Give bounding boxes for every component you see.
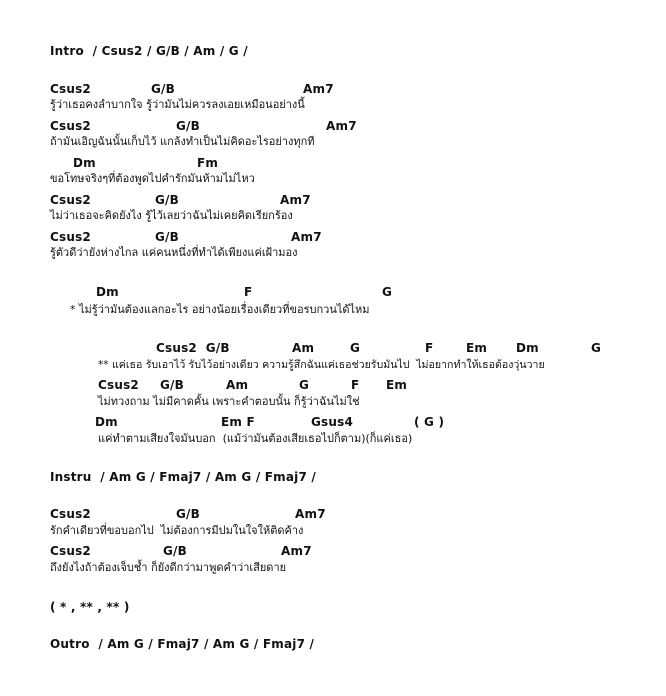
chord: G — [591, 341, 602, 355]
lyric-line: รักคำเดียวที่ขอบอกไป ไม่ต้องการมีปมในใจให้ติดค้าง — [50, 524, 304, 537]
chord: Am — [292, 341, 315, 355]
chord: Em F — [221, 415, 255, 429]
chord: Am7 — [326, 119, 357, 133]
chord: Em — [386, 378, 408, 392]
chord: G — [382, 285, 393, 299]
chord: G — [299, 378, 310, 392]
lyric-line: ไม่ว่าเธอจะคิดยังไง รู้ไว้เลยว่าฉันไม่เคยคิดเรียกร้อง — [50, 209, 293, 222]
chord: Gsus4 — [311, 415, 354, 429]
chord: G/B — [151, 82, 175, 96]
chord: Csus2 — [50, 193, 91, 207]
chord: Csus2 — [98, 378, 139, 392]
chord: F — [244, 285, 253, 299]
lyric-line: ถึงยังไงถ้าต้องเจ็บช้ำ ก็ยังดีกว่ามาพูดคำว่าเสียดาย — [50, 561, 287, 574]
chord: Am7 — [280, 193, 311, 207]
chord: Csus2 — [50, 230, 91, 244]
chord: Csus2 G/B — [156, 341, 230, 355]
chord: G/B — [163, 544, 187, 558]
chord: G/B — [155, 193, 179, 207]
lyric-line: ถ้ามันเอิญฉันนั้นเก็บไว้ แกล้งทำเป็นไม่คิดอะไรอย่างทุกที — [50, 135, 315, 148]
chord: Dm — [516, 341, 539, 355]
repeat-marker: ( * , ** , ** ) — [50, 600, 130, 614]
chord: Csus2 — [50, 507, 91, 521]
lyric-line: ขอโทษจริงๆที่ต้องพูดไปคำรักมันห้ามไม่ไหว — [50, 172, 255, 185]
lyric-line: ไม่ทวงถาม ไม่มีคาดคั้น เพราะคำตอบนั้น ก็รู้ว่าฉันไม่ใช่ — [98, 395, 360, 408]
chord: Dm — [96, 285, 119, 299]
chord: Dm — [73, 156, 96, 170]
outro-line: Outro / Am G / Fmaj7 / Am G / Fmaj7 / — [50, 637, 315, 651]
chord: G/B — [176, 507, 200, 521]
chord: G/B — [176, 119, 200, 133]
chord: G — [350, 341, 361, 355]
chord: Csus2 — [50, 544, 91, 558]
chord: ( G ) — [414, 415, 445, 429]
intro-line: Intro / Csus2 / G/B / Am / G / — [50, 44, 248, 58]
lyric-line: รู้ตัวดีว่ายังห่างไกล แค่คนหนึ่งที่ทำได้เพียงแค่เฝ้ามอง — [50, 246, 298, 259]
chord: G/B — [155, 230, 179, 244]
chord: F — [351, 378, 360, 392]
chord: Dm — [95, 415, 118, 429]
chord: Am7 — [295, 507, 326, 521]
chord: Am7 — [281, 544, 312, 558]
chord: Fm — [197, 156, 219, 170]
chord: Csus2 — [50, 119, 91, 133]
chord: Csus2 — [50, 82, 91, 96]
lyric-line: * ไม่รู้ว่ามันต้องแลกอะไร อย่างน้อยเรื่องเดียวที่ขอรบกวนได้ไหม — [70, 303, 370, 316]
instru-line: Instru / Am G / Fmaj7 / Am G / Fmaj7 / — [50, 470, 316, 484]
lyric-line: แค่ทำตามเสียงใจมันบอก (แม้ว่ามันต้องเสียเธอไปก็ตาม)(ก็แค่เธอ) — [98, 432, 413, 445]
chord: Am — [226, 378, 249, 392]
chord: G/B — [160, 378, 184, 392]
chord: Am7 — [303, 82, 334, 96]
lyric-line: ** แค่เธอ รับเอาไว้ รับไว้อย่างเดียว ความรู้สึกฉันแค่เธอช่วยรับมันไป ไม่อยากทำให้เธอต้องวุ่นวาย — [98, 359, 545, 371]
chord: Am7 — [291, 230, 322, 244]
chord: F — [425, 341, 434, 355]
chord: Em — [466, 341, 488, 355]
lyric-line: รู้ว่าเธอคงลำบากใจ รู้ว่ามันไม่ควรลงเอยเหมือนอย่างนี้ — [50, 98, 305, 111]
